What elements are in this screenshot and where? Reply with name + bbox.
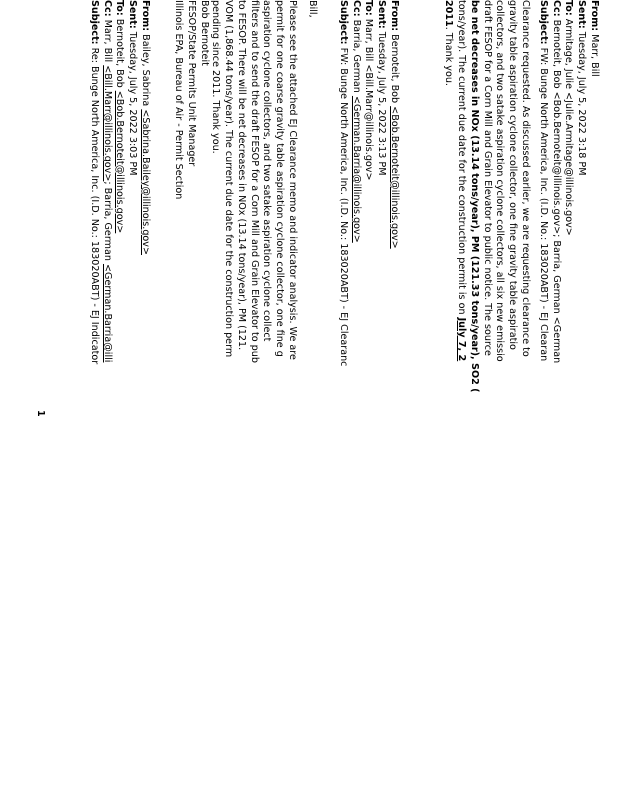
signature-organization: Illinois EPA, Bureau of Air - Permit Section	[173, 0, 185, 200]
message2-sent-line: Sent: Tuesday, July 5, 2022 3:13 PM	[376, 0, 388, 176]
message1-body-line: tons/year). The current due date for the construction permit is on July 7, 2	[456, 0, 468, 362]
message2-body-line: permit for one coarse gravity table aspiration cyclone collector, one fine g	[274, 0, 286, 357]
message1-cc-value: Bernoteit, Bob <Bob.Bernoteit@illinois.gov>; Barria, German <German	[550, 19, 562, 364]
due-date: July 7, 2	[456, 317, 468, 362]
message1-body-line: gravity table aspiration cyclone collector, one fine gravity table aspiratio	[507, 0, 519, 350]
message1-body-line: Clearance requested. As discussed earlier, we are requesting clearance to	[520, 0, 531, 357]
message1-body-line: be net decreases in NOx (13.14 tons/year), PM (121.33 tons/year), SO2 (	[468, 0, 480, 393]
message2-cc-line: Cc: Barria, German <German.Barria@illinois.gov>	[350, 0, 362, 243]
message1-from-line: From: Marr, Bill	[589, 0, 600, 77]
message1-header	[536, 0, 600, 800]
message1-to-value: Armitage, Julie <Julie.Armitage@illinois.gov>	[563, 18, 575, 236]
message3-header	[87, 0, 151, 800]
email-link[interactable]: <German.Barria@illi	[101, 263, 113, 363]
email-link[interactable]: <Bill.Marr@illinois.gov>	[101, 65, 113, 182]
message2-from-line: From: Bernoteit, Bob <Bob.Bernoteit@illinois.gov>	[389, 0, 400, 249]
message1-body-line: 2011. Thank you.	[443, 0, 455, 86]
message3-subject-line: Subject: Re: Bunge North America, Inc. (I.D. No.: 183020ABT) - EJ Indicator	[88, 0, 100, 365]
message1-subject-value: FW: Bunge North America, Inc. (I.D. No.: 183020ABT) - EJ Clearan	[537, 47, 549, 362]
email-link[interactable]: <Sabrina.Bailey@illinois.gov>	[140, 109, 151, 256]
message1-sent-line: Sent: Tuesday, July 5, 2022 3:18 PM	[576, 0, 588, 176]
message2-body-line: Please see the attached EJ Clearance memo and indicator analysis. We are	[287, 0, 298, 360]
message3-sent-line: Sent: Tuesday, July 5, 2022 3:03 PM	[127, 0, 139, 176]
message2-body-line: pending since 2011. Thank you.	[210, 0, 222, 154]
message1-body-line: draft FESOP for a Corn Mill and Grain Elevator to public notice. The source	[481, 0, 493, 356]
message2-greeting: Bill,	[307, 0, 318, 18]
message2-header	[336, 0, 400, 800]
message1-subject-line: Subject: FW: Bunge North America, Inc. (I.D. No.: 183020ABT) - EJ Clearan	[537, 0, 549, 362]
message2-body-line: to FESOP. There will be net decreases in NOx (13.14 tons/year), PM (121.	[235, 0, 247, 351]
message3-cc-line: Cc: Marr, Bill <Bill.Marr@illinois.gov>; Barria, German <German.Barria@illi	[101, 0, 113, 363]
signature-name: Bob Bernoteit	[199, 0, 210, 66]
email-link[interactable]: <German.Barria@illinois.gov>	[350, 95, 362, 243]
message2-body-line: VOM (1,868.44 tons/year). The current due date for the construction perm	[223, 0, 235, 358]
message1-from-value: Marr, Bill	[589, 34, 600, 77]
message2-to-line: To: Marr, Bill <Bill.Marr@illinois.gov>	[363, 0, 375, 181]
message1-sent-value: Tuesday, July 5, 2022 3:18 PM	[576, 31, 588, 176]
message3-from-line: From: Bailey, Sabrina <Sabrina.Bailey@illinois.gov>	[140, 0, 151, 256]
message2-body-line: aspiration cyclone collectors, and two satake aspiration cyclone collect	[261, 0, 273, 342]
signature-title: FESOP/State Permits Unit Manager	[186, 0, 198, 167]
message1-body	[441, 0, 531, 800]
message1-cc-line: Cc: Bernoteit, Bob <Bob.Bernoteit@illinois.gov>; Barria, German <German	[550, 0, 562, 364]
signature-block	[172, 0, 210, 800]
page-number: 1	[35, 410, 46, 417]
email-link[interactable]: <Bob.Bernoteit@illinois.gov>	[389, 106, 400, 249]
message1-to-line: To: Armitage, Julie <Julie.Armitage@illinois.gov>	[563, 0, 575, 236]
email-link[interactable]: <Bob.Bernoteit@illinois.gov>	[114, 90, 126, 234]
message2-subject-line: Subject: FW: Bunge North America, Inc. (I.D. No.: 183020ABT) - EJ Clearanc	[337, 0, 349, 367]
message1-body-line: collectors, and two satake aspiration cyclone collectors, all six new emissio	[494, 0, 506, 362]
message2-body-line: filters and to send the draft FESOP for a Corn Mill and Grain Elevator to pub	[248, 0, 260, 363]
message3-to-line: To: Bernoteit, Bob <Bob.Bernoteit@illinois.gov>	[114, 0, 126, 234]
message2-body	[208, 0, 298, 800]
